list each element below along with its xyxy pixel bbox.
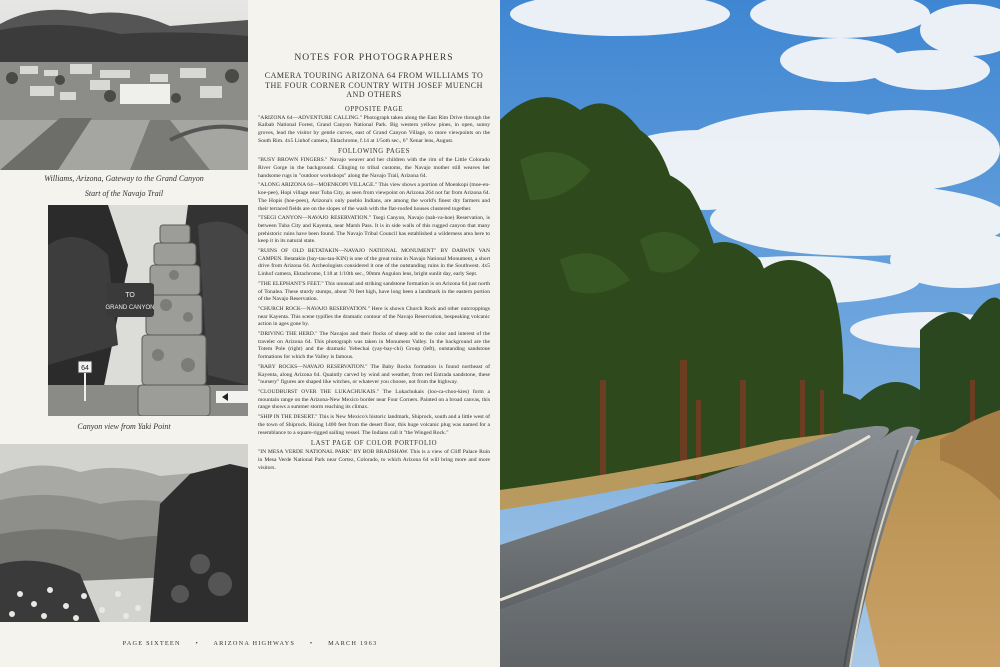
note-paragraph: "CHURCH ROCK—NAVAJO RESERVATION." Here is shown Church Rock and other outcroppings near Kayenta. This scene typifies the dramatic contour of the Navajo Reservation, bespeaking volcanic action in ages gone by. [258,305,490,328]
note-paragraph: "BABY ROCKS—NAVAJO RESERVATION." The Baby Rocks formation is found northeast of Kayenta, along Arizona 64. Quaintly carved by wind and weather, from red Entrada sandstone, these "nursery" figures are shaped like witches, or whatever you choose, not from the highway. [258,363,490,386]
note-paragraph: "TSEGI CANYON—NAVAJO RESERVATION." Tsegi Canyon, Navajo (nah-va-hoe) Reservation, is between Tuba City and Kayenta, near Marsh Pass. It is in side walls of this rugged canyon that many prehistoric ruins have been found. The Navajo Tribal Council has established a wilderness area here to keep it in its natural state. [258,215,490,245]
note-paragraph: "DRIVING THE HERD." The Navajos and their flocks of sheep add to the color and interest of the traveler on Arizona 64. This photograph was taken in Monument Valley. In the background are the Totem Pole (right) and the dramatic Yebechai (yay-bay-chi) Group (left), outstanding sandstone formations for which the Valley is famous. [258,331,490,361]
highway-marker-64: 64 [81,365,89,372]
section-heading-last-page: LAST PAGE OF COLOR PORTFOLIO [310,440,438,448]
notes-column [258,52,490,474]
footer-separator: • [309,640,314,647]
page-footer [0,640,500,647]
park-sign-text-top: TO [125,292,135,299]
note-paragraph: "BUSY BROWN FINGERS." Navajo weaver and her children with the rim of the Little Colorado River Gorge in the background. Clinging to tribal customs, the Navajo mother still weaves her handsome rugs in "outdoor workshops" along the Navajo Trail, Arizona 64. [258,157,490,179]
note-paragraph: "ARIZONA 64—ADVENTURE CALLING." Photograph taken along the East Rim Drive through the Kaibab National Forest, Grand Canyon National Park. Big western yellow pines, in open, sunny groves, lead the visitor by gentle curves, east of Grand Canyon Village, to more viewpoints on the South Rim. 4x5 Linhof camera, Ektachrome, f.14 at 1/5oth sec., 6" Xenar lens, August. [258,114,490,144]
note-paragraph: "SHIP IN THE DESERT." This is New Mexico's historic landmark, Shiprock, south and a little west of the town of Shiprock. Rising 1400 feet from the desert floor, this huge volcanic plug was named for a resemblance to a square-rigged sailing vessel. The Indians call it "the Winged Rock." [258,414,490,436]
canyon-view-caption: Canyon view from Yaki Point [77,422,171,431]
williams-caption: Williams, Arizona, Gateway to the Grand Canyon [44,174,204,183]
footer-issue-date: MARCH 1963 [328,640,378,647]
note-paragraph: "IN MESA VERDE NATIONAL PARK" BY BOB BRADSHAW. This is a view of Cliff Palace Ruin in Mesa Verde National Park near Cortez, Colorado, to which Arizona 64 will bring more and more visitors. [258,449,490,471]
notes-title: NOTES FOR PHOTOGRAPHERS [294,52,454,63]
canyon-view-photo [0,444,248,622]
note-paragraph: "THE ELEPHANT'S FEET." This unusual and striking sandstone formation is on Arizona 64 just north of Tonalea. These sturdy stumps, about 70 feet high, have long been a landmark in the eastern portion of the Navajo Reservation. [258,280,490,303]
navajo-trail-sign-photo [48,205,248,416]
section-heading-opposite-page: OPPOSITE PAGE [344,105,404,113]
footer-page-number: PAGE SIXTEEN [122,640,181,647]
williams-town-photo [0,0,248,170]
section-heading-following-pages: FOLLOWING PAGES [337,148,410,156]
park-sign-text: GRAND CANYON [105,305,155,311]
road-through-pines-photo [500,0,1000,667]
note-paragraph: "CLOUDBURST OVER THE LUKACHUKAIS." The Lukachukais (loo-ca-choo-kies) form a mountain range on the Arizona-New Mexico border near Four Corners. Painted on a broad canvas, this range shows a summer storm reaching its climax. [258,389,490,411]
note-paragraph: "RUINS OF OLD BETATAKIN—NAVAJO NATIONAL MONUMENT" BY DARWIN VAN CAMPEN. Betatakin (bay-tau-tau-KIN) is one of the great ruins in Navajo National Monument, a short drive from Arizona 64. Archeologists considered it one of the outstanding ruins in the Southwest. 4x5 Linhof camera, Ektachrome, f.18 at 1/10th sec., 90mm Angulon lens, bright sunlit day, early Sept. [258,248,490,278]
footer-magazine-name: ARIZONA HIGHWAYS [213,640,296,647]
footer-separator: • [195,640,199,647]
notes-subtitle: CAMERA TOURING ARIZONA 64 FROM WILLIAMS TO THE FOUR CORNER COUNTRY WITH JOSEF MUENCH AND OTHERS [264,71,484,99]
note-paragraph: "ALONG ARIZONA 64—MOENKOPI VILLAGE." This view shows a portion of Moenkopi (moe-en-koe-pee), Hopi village near Tuba City, as seen from viewpoint on Arizona 264 not far from Arizona 64. The Hopis (hoe-pees), Arizona's only pueblo Indians, are among the world's finest dry farmers and their terraced fields are on the slopes of the wash with the flat-roofed houses clustered together. [258,182,490,212]
navajo-trail-caption: Start of the Navajo Trail [84,189,164,198]
